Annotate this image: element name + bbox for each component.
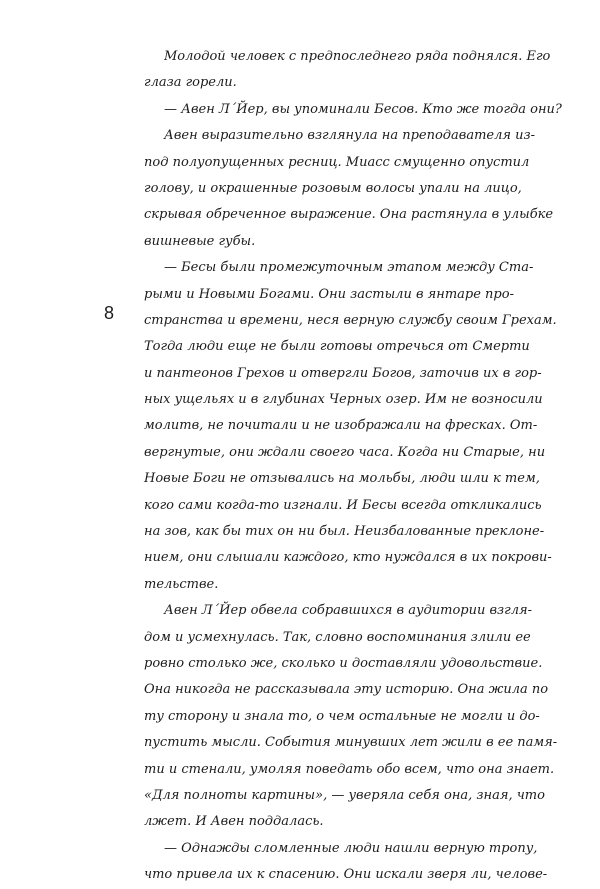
text-line: ти и стенали, умоляя поведать обо всем, что она знает. — [144, 761, 555, 777]
text-line: «Для полноты картины», — уверяла себя она, зная, что — [144, 787, 545, 803]
text-line: Авен Л´Йер обвела собравшихся в аудитории взгля- — [164, 603, 532, 619]
text-line: глаза горели. — [144, 75, 237, 91]
page-number: 8 — [104, 303, 115, 323]
text-line: ту сторону и знала то, о чем остальные не могли и до- — [144, 708, 540, 724]
text-line: рыми и Новыми Богами. Они застыли в янтаре про- — [144, 286, 514, 302]
text-line: ных ущельях и в глубинах Черных озер. Им не возносили — [144, 392, 543, 408]
text-line: нием, они слышали каждого, кто нуждался в их покрови- — [144, 550, 552, 566]
text-line: молитв, не почитали и не изображали на фресках. От- — [144, 418, 538, 434]
text-line: скрывая обреченное выражение. Она растянула в улыбке — [144, 207, 554, 223]
text-line: и пантеонов Грехов и отвергли Богов, заточив их в гор- — [144, 365, 542, 381]
text-line: Тогда люди еще не были готовы отречься от Смерти — [144, 339, 530, 355]
text-line: голову, и окрашенные розовым волосы упали на лицо, — [144, 180, 522, 196]
text-line: под полуопущенных ресниц. Миасс смущенно опустил — [144, 154, 530, 170]
text-line: что привела их к спасению. Они искали зверя ли, челове- — [144, 867, 548, 883]
text-line: вергнутые, они ждали своего часа. Когда ни Старые, ни — [144, 444, 546, 460]
text-line: — Однажды сломленные люди нашли верную тропу, — [164, 840, 538, 856]
text-line: пустить мысли. События минувших лет жили в ее памя- — [144, 735, 558, 751]
text-line: лжет. И Авен поддалась. — [144, 814, 324, 830]
body-text — [144, 44, 562, 889]
text-line: странства и времени, неся верную службу своим Грехам. — [144, 312, 557, 328]
text-line: — Бесы были промежуточным этапом между Ста- — [164, 260, 534, 276]
text-line: Молодой человек с предпоследнего ряда поднялся. Его — [164, 49, 551, 64]
text-line: вишневые губы. — [144, 233, 256, 249]
text-line: кого сами когда-то изгнали. И Бесы всегда откликались — [144, 497, 542, 513]
text-line: дом и усмехнулась. Так, словно воспоминания злили ее — [144, 629, 531, 645]
text-line: на зов, как бы тих он ни был. Неизбалованные преклоне- — [144, 524, 545, 540]
text-line: — Авен Л´Йер, вы упоминали Бесов. Кто же тогда они? — [164, 101, 562, 117]
text-line: Авен выразительно взглянула на преподавателя из- — [164, 128, 535, 144]
text-line: тельстве. — [144, 576, 219, 592]
text-line: Новые Боги не отзывались на мольбы, люди шли к тем, — [144, 471, 540, 487]
text-line: Она никогда не рассказывала эту историю. Она жила по — [144, 682, 549, 698]
text-line: ровно столько же, сколько и доставляли удовольствие. — [144, 655, 543, 671]
